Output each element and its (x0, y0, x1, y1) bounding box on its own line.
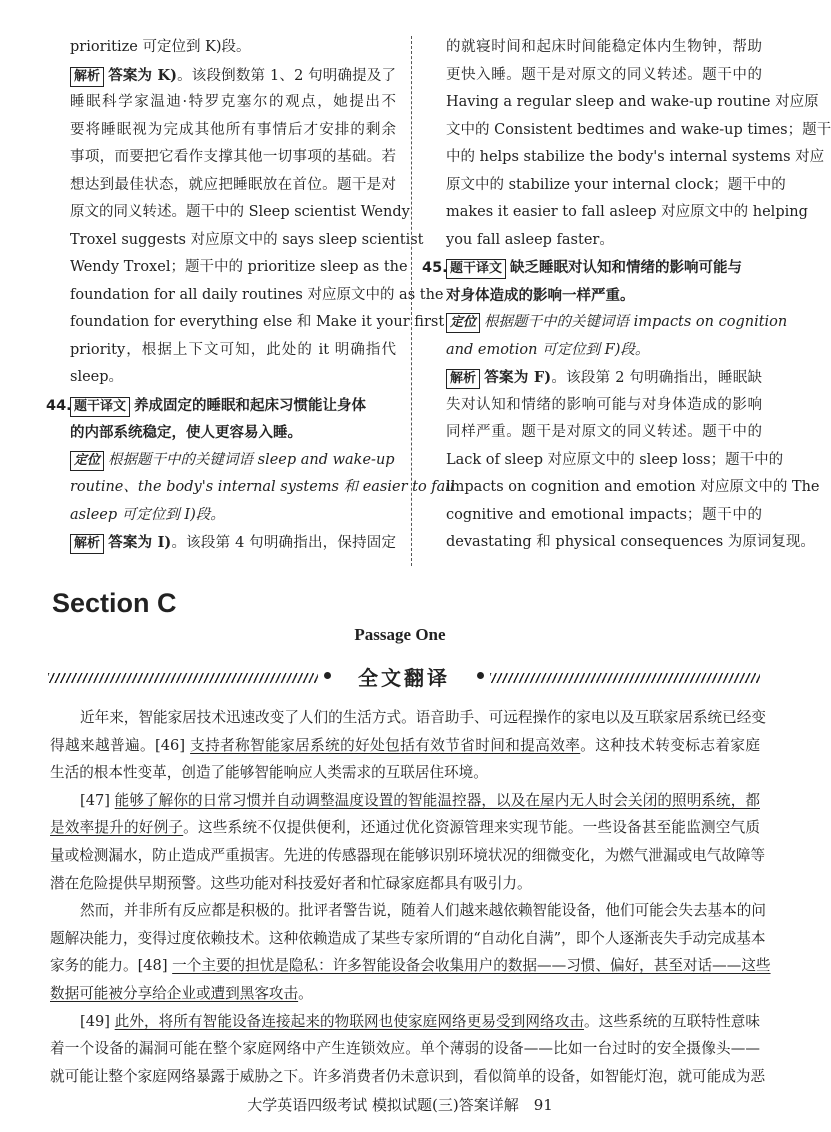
text-span: 。该段第 2 句明确指出，睡眠缺 (551, 370, 763, 386)
text-line: 然而，并非所有反应都是积极的。批评者警告说，随着人们越来越依赖智能设备，他们可能会失去基本的问 (80, 902, 766, 920)
text-span: 根据题干中的关键词语 sleep and wake-up (108, 451, 395, 468)
text-span: 。这种技术转变标志着家庭 (580, 736, 760, 754)
text-line: foundation for all daily routines 对应原文中的 as the (70, 286, 444, 303)
text-line: 想达到最佳状态，就应把睡眠放在首位。题干是对 (70, 176, 396, 193)
text-line: 文中的 Consistent bedtimes and wake-up times；题干 (446, 121, 831, 138)
q45-title-line-2: 对身体造成的影响一样严重。 (446, 286, 635, 304)
translation-body (50, 704, 771, 1090)
q44-title: 养成固定的睡眠和起床习惯能让身体 (134, 396, 367, 414)
q45-dingwei-line (446, 309, 788, 337)
text-line (50, 814, 760, 842)
text-line: 的就寝时间和起床时间能稳定体内生物钟，帮助 (446, 39, 762, 55)
text-line: Having a regular sleep and wake-up routine 对应原 (446, 94, 819, 110)
marker: [47] (80, 791, 115, 809)
text-line (50, 980, 760, 1008)
text-span: 。该段倒数第 1、2 句明确提及了 (176, 67, 396, 84)
text-line (50, 787, 760, 815)
q45-jiexi-line (446, 364, 762, 392)
text-line: 潜在危险提供早期预警。这些功能对科技爱好者和忙碌家庭都具有吸引力。 (50, 874, 532, 892)
jiexi-label: 解析 (70, 67, 104, 87)
text-line: Wendy Troxel；题干中的 prioritize sleep as the (70, 259, 408, 275)
text-line: 睡眠科学家温迪·特罗克塞尔的观点，她提出不 (70, 94, 396, 110)
underlined-span: 数据可能被分享给企业或遭到黑客攻击 (50, 984, 299, 1002)
text-line (50, 732, 760, 760)
text-line: asleep 可定位到 I)段。 (70, 506, 225, 523)
marker: [49] (80, 1012, 115, 1030)
underlined-span: 能够了解你的日常习惯并自动调整温度设置的智能温控器，以及在屋内无人时会关闭的照明系统，都 (114, 791, 760, 809)
text-span: 。 (298, 984, 313, 1002)
marker: 家务的能力。[48] (50, 957, 173, 975)
text-line: foundation for everything else 和 Make it your first (70, 314, 445, 330)
text-line: you fall asleep faster。 (446, 231, 614, 248)
text-line: sleep。 (70, 369, 124, 385)
underlined-span: 是效率提升的好例子 (50, 819, 184, 837)
q43-jiexi-line (70, 62, 396, 90)
text-line: 同样严重。题干是对原文的同义转述。题干中的 (446, 424, 762, 440)
text-span: 。这些系统不仅提供便利，还通过优化资源管理来实现节能。一些设备甚至能监测空气质 (183, 819, 760, 837)
jiexi-label: 解析 (446, 369, 480, 389)
underlined-span: 支持者称智能家居系统的好处包括有效节省时间和提高效率 (190, 736, 581, 754)
text-span: 根据题干中的关键词语 impacts on cognition (484, 314, 788, 330)
text-line: 中的 helps stabilize the body's internal systems 对应 (446, 149, 825, 165)
underlined-span: 此外，将所有智能设备连接起来的物联网也使家庭网络更易受到网络攻击 (114, 1012, 585, 1030)
tigan-label: 题干译文 (446, 259, 506, 279)
text-line: Troxel suggests 对应原文中的 says sleep scientist (70, 231, 424, 248)
dingwei-label: 定位 (70, 451, 104, 471)
text-line: prioritize 可定位到 K)段。 (70, 39, 251, 55)
text-line: 失对认知和情绪的影响可能与对身体造成的影响 (446, 396, 762, 413)
underlined-span: 一个主要的担忧是隐私：许多智能设备会收集用户的数据——习惯、偏好，甚至对话——这些 (172, 957, 771, 975)
q44-dingwei-line (70, 447, 396, 475)
text-line: and emotion 可定位到 F)段。 (446, 341, 650, 358)
q44-jiexi-line (70, 529, 396, 557)
text-line: 原文中的 stabilize your internal clock；题干中的 (446, 176, 786, 193)
jiexi-label: 解析 (70, 534, 104, 554)
tigan-label: 题干译文 (70, 397, 130, 417)
text-line: Lack of sleep 对应原文中的 sleep loss；题干中的 (446, 451, 784, 468)
text-line (50, 1008, 760, 1036)
q44-title-line-2: 的内部系统稳定，使人更容易入睡。 (70, 424, 302, 441)
section-title: Section C (52, 588, 177, 618)
banner-title: 全文翻译 (358, 666, 450, 690)
dingwei-label: 定位 (446, 313, 480, 333)
text-line: impacts on cognition and emotion 对应原文中的 The (446, 479, 820, 495)
text-line: makes it easier to fall asleep 对应原文中的 helping (446, 204, 808, 220)
text-line: 题解决能力，变得过度依赖技术。这种依赖造成了某些专家所谓的“自动化自满”，即个人逐渐丧失手动完成基本 (50, 929, 766, 947)
text-line: 量或检测漏水，防止造成严重损害。先进的传感器现在能够识别环境状况的细微变化，为燃气泄漏或电气故障等 (50, 846, 766, 864)
text-line: routine、the body's internal systems 和 easier to fall (70, 479, 455, 495)
text-line: 原文的同义转述。题干中的 Sleep scientist Wendy (70, 204, 410, 220)
column-divider (411, 36, 412, 566)
text-line: devastating 和 physical consequences 为原词复现。 (446, 534, 815, 550)
hatch-decoration-right (490, 673, 760, 683)
passage-title: Passage One (354, 625, 446, 644)
right-column (422, 34, 831, 557)
question-number: 45. (422, 260, 448, 276)
text-line: 要将睡眠视为完成其他所有事情后才安排的剩余 (70, 121, 396, 138)
text-line: 更快入睡。题干是对原文的同义转述。题干中的 (446, 66, 762, 83)
text-line: 生活的根本性变革，创造了能够智能响应人类需求的互联居住环境。 (50, 764, 488, 782)
translation-banner (48, 663, 760, 693)
bullet-right (477, 672, 484, 679)
q44-title-line (46, 392, 396, 420)
text-line: 近年来，智能家居技术迅速改变了人们的生活方式。语音助手、可远程操作的家电以及互联家居系统已经变 (80, 709, 766, 726)
q45-title-line (422, 254, 762, 282)
text-line: priority，根据上下文可知，此处的 it 明确指代 (70, 341, 396, 358)
page-footer: 大学英语四级考试 模拟试题(三)答案详解 91 (247, 1096, 553, 1114)
q43-answer: 答案为 K) (108, 66, 177, 84)
q45-title: 缺乏睡眠对认知和情绪的影响可能与 (510, 259, 743, 276)
text-span: 。这些系统的互联特性意味 (584, 1012, 760, 1030)
q45-answer: 答案为 F) (484, 369, 552, 386)
marker: 得越来越普遍。[46] (50, 736, 191, 754)
text-line: 事项，而要把它看作支撑其他一切事项的基础。若 (70, 149, 396, 165)
text-line: 就可能让整个家庭网络暴露于威胁之下。许多消费者仍未意识到，看似简单的设备，如智能灯泡，就可能成为恶 (50, 1067, 766, 1085)
question-number: 44. (46, 397, 72, 414)
text-line: 着一个设备的漏洞可能在整个家庭网络中产生连锁效应。单个薄弱的设备——比如一台过时的安全摄像头—— (50, 1040, 760, 1058)
text-span: 。该段第 4 句明确指出，保持固定 (171, 535, 396, 551)
q44-answer: 答案为 I) (108, 534, 172, 551)
text-line (50, 952, 771, 980)
text-line: cognitive and emotional impacts；题干中的 (446, 506, 762, 523)
